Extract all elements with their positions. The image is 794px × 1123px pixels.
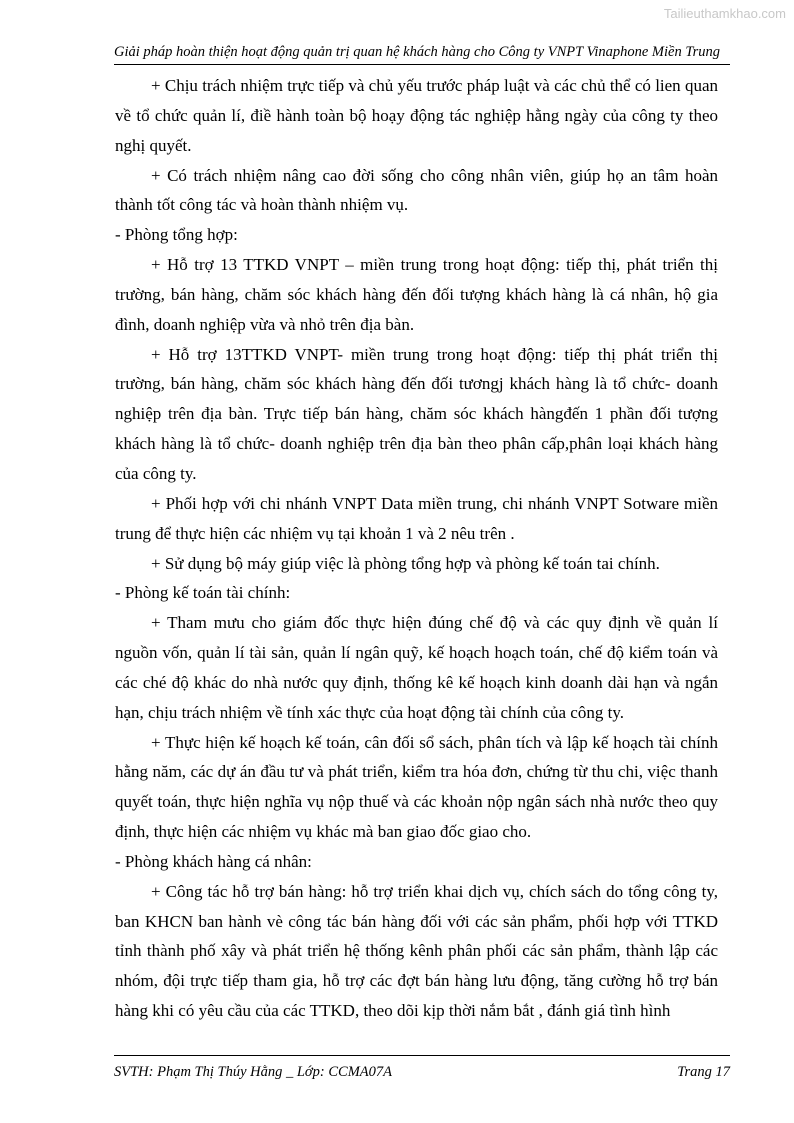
document-body — [115, 71, 718, 1026]
paragraph: + Chịu trách nhiệm trực tiếp và chủ yếu trước pháp luật và các chủ thể có lien quan về tổ chức quản lí, điề hành toàn bộ hoạy động tác nghiệp hằng ngày của công ty theo nghị quyết. — [115, 76, 718, 155]
footer-author: SVTH: Phạm Thị Thúy Hằng _ Lớp: CCMA07A — [114, 1064, 393, 1080]
paragraph: + Tham mưu cho giám đốc thực hiện đúng chế độ và các quy định về quản lí nguồn vốn, quản lí tài sản, quản lí ngân quỹ, kế hoạch hoạch toán, chế độ kiểm toán và các ché độ khác do nhà nước quy định, thống kê kế hoạch kinh doanh dài hạn và ngắn hạn, chịu trách nhiệm về tính xác thực của hoạt động tài chính của công ty. — [115, 613, 718, 722]
header-title: Giải pháp hoàn thiện hoạt động quản trị quan hệ khách hàng cho Công ty VNPT Vinaphone Miền Trung — [114, 44, 721, 60]
paragraph: + Sử dụng bộ máy giúp việc là phòng tổng hợp và phòng kế toán tai chính. — [151, 553, 660, 573]
section-heading: - Phòng kế toán tài chính: — [115, 583, 291, 603]
section-heading: - Phòng khách hàng cá nhân: — [115, 851, 312, 871]
footer-page-number: Trang 17 — [677, 1064, 730, 1080]
paragraph: + Thực hiện kế hoạch kế toán, cân đối sổ sách, phân tích và lập kế hoạch tài chính hằng năm, các dự án đầu tư và phát triển, kiểm tra hóa đơn, chứng từ thu chi, việc thanh quyết toán, thực hiện nghĩa vụ nộp thuế và các khoản nộp ngân sách nhà nước theo quy định, thực hiện các nhiệm vụ khác mà ban giao đốc giao cho. — [115, 732, 718, 842]
paragraph: + Có trách nhiệm nâng cao đời sống cho công nhân viên, giúp họ an tâm hoàn thành tốt công tác và hoàn thành nhiệm vụ. — [115, 165, 718, 215]
section-heading: - Phòng tổng hợp: — [115, 225, 238, 245]
paragraph: + Hỗ trợ 13TTKD VNPT- miền trung trong hoạt động: tiếp thị phát triển thị trường, bán hàng, chăm sóc khách hàng đến đối tươngj khách hàng là tổ chức- doanh nghiệp trên địa bàn. Trực tiếp bán hàng, chăm sóc khách hàngđến 1 phần đối tượng khách hàng là tổ chức- doanh nghiệp trên địa bàn theo phân cấp,phân loại khách hàng của công ty. — [115, 344, 718, 483]
page-header — [114, 40, 730, 65]
paragraph: + Công tác hỗ trợ bán hàng: hỗ trợ triển khai dịch vụ, chích sách do tổng công ty, ban KHCN ban hành vè công tác bán hàng đối với các sản phẩm, phối hợp với TTKD tỉnh thành phố xây và phát triển hệ thống kênh phân phối các sản phẩm, thành lập các nhóm, đội trực tiếp tham gia, hỗ trợ các đợt bán hàng lưu động, tăng cường hỗ trợ bán hàng khi có yêu cầu của các TTKD, theo dõi kịp thời nắm bắt , đánh giá tình hình — [115, 881, 718, 1021]
watermark-text: Tailieuthamkhao.com — [663, 6, 786, 21]
paragraph: + Phối hợp với chi nhánh VNPT Data miền trung, chi nhánh VNPT Sotware miền trung để thực hiện các nhiệm vụ tại khoản 1 và 2 nêu trên . — [115, 493, 718, 543]
paragraph: + Hỗ trợ 13 TTKD VNPT – miền trung trong hoạt động: tiếp thị, phát triển thị trường, bán hàng, chăm sóc khách hàng đến đối tượng khách hàng là cá nhân, hộ gia đình, doanh nghiệp vừa và nhỏ trên địa bàn. — [115, 255, 718, 334]
page-footer — [114, 1055, 730, 1082]
